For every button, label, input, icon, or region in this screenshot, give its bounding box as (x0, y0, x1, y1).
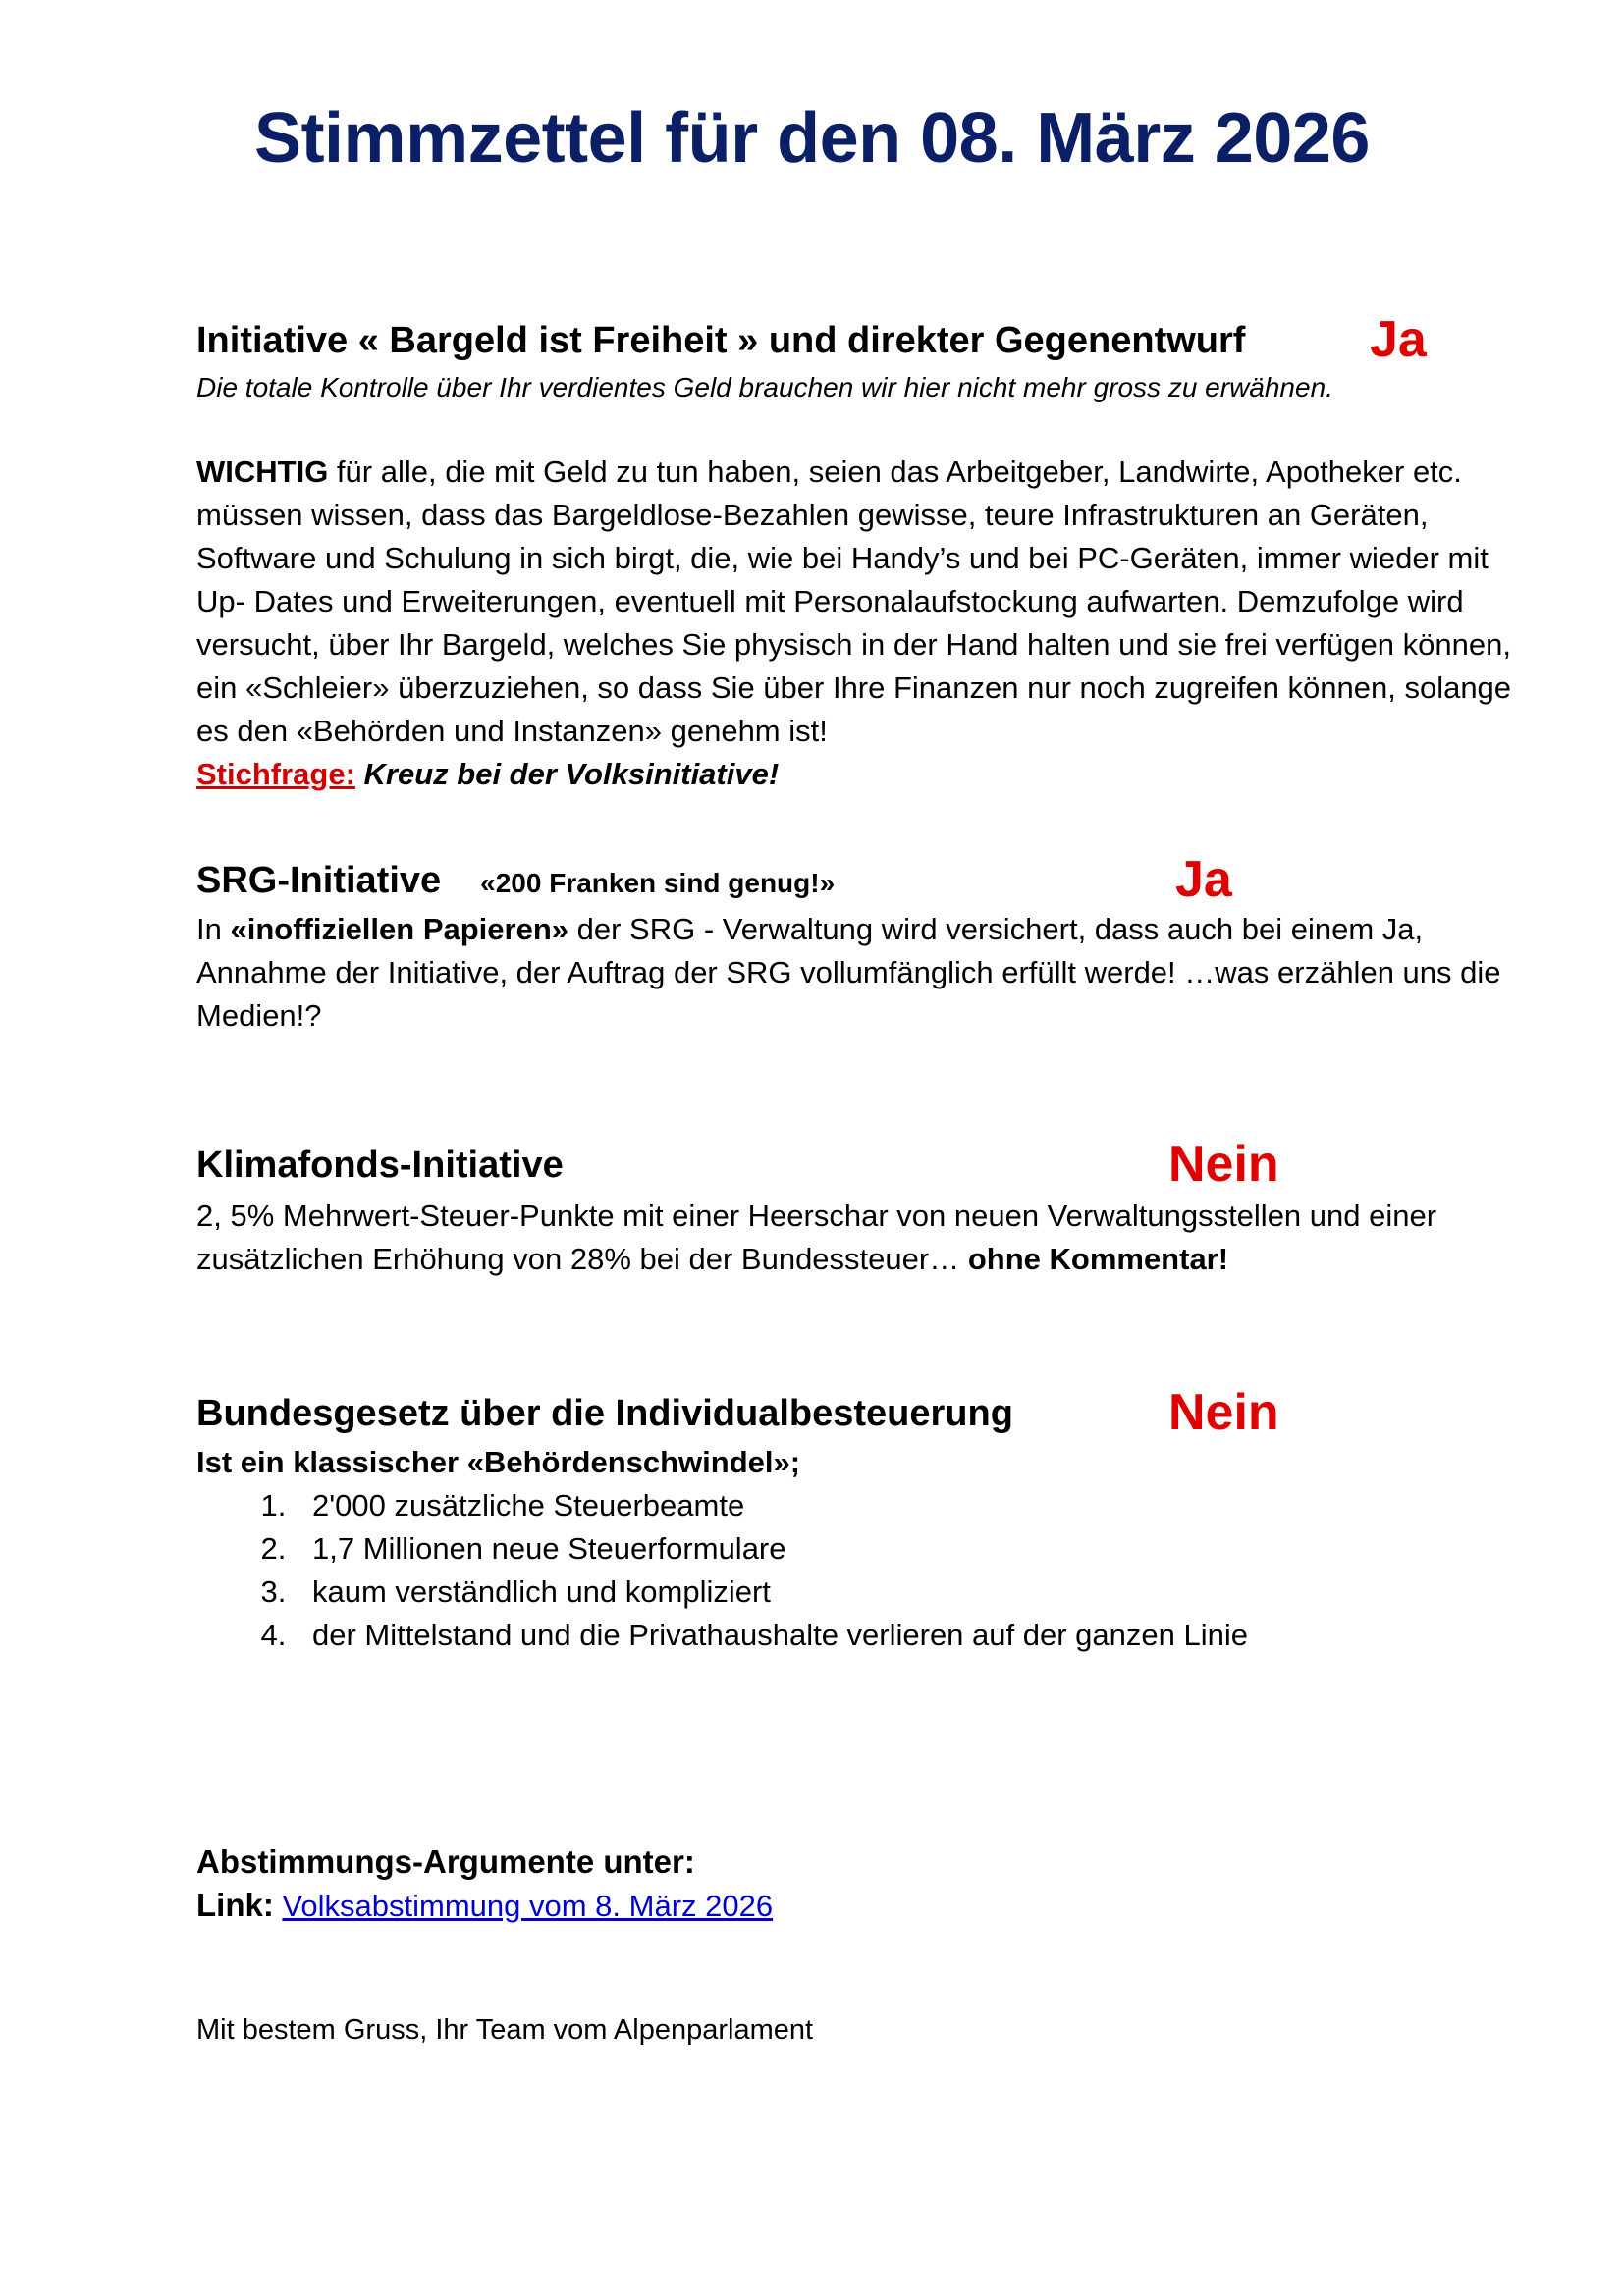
section-lead: Ist ein klassischer «Behördenschwindel»; (196, 1444, 801, 1479)
section-body (196, 1195, 1561, 1281)
list-item: 3. kaum verständlich und kompliziert (295, 1571, 1551, 1614)
vote-recommendation: Ja (1370, 311, 1427, 368)
argument-list (196, 1484, 1551, 1657)
stichfrage-text: Kreuz bei der Volksinitiative! (354, 756, 780, 791)
footer (196, 1841, 1551, 2052)
section-body (196, 451, 1542, 753)
vote-recommendation: Nein (1168, 1384, 1279, 1441)
body-prefix: In (196, 911, 231, 946)
list-item: 1. 2'000 zusätzliche Steuerbeamte (295, 1484, 1551, 1527)
link-line (196, 1884, 1551, 1928)
body-text: 2, 5% Mehrwert-Steuer-Punkte mit einer Heerschar von neuen Verwaltungsstellen und einer zusätzlichen Erhöhung von 28% bei der Bundessteuer… (196, 1198, 1437, 1276)
section-srg (196, 859, 1551, 1038)
list-item: 2. 1,7 Millionen neue Steuerformulare (295, 1527, 1551, 1571)
section-klimafonds (196, 1144, 1551, 1281)
body-bold: «inoffiziellen Papieren» (230, 911, 569, 946)
section-bargeld (196, 319, 1551, 796)
section-heading: Initiative « Bargeld ist Freiheit » und direkter Gegenentwurf (196, 320, 1246, 361)
important-label: WICHTIG (196, 454, 329, 489)
page-title: Stimmzettel für den 08. März 2026 (254, 99, 1370, 178)
section-subtitle: Die totale Kontrolle über Ihr verdientes Geld brauchen wir hier nicht mehr gross zu erwähnen. (196, 371, 1333, 402)
volksabstimmung-link[interactable]: Volksabstimmung vom 8. März 2026 (282, 1889, 774, 1923)
body-bold: ohne Kommentar! (967, 1241, 1229, 1276)
stichfrage-label: Stichfrage: (196, 756, 355, 791)
link-label: Link: (196, 1887, 274, 1923)
body-text: der SRG - Verwaltung wird versichert, dass auch bei einem Ja, Annahme der Initiative, der Auftrag der SRG vollumfänglich erfüllt werde! …was erzählen uns die Medien!? (196, 911, 1501, 1033)
arguments-label: Abstimmungs-Argumente unter: (196, 1843, 695, 1880)
vote-recommendation: Ja (1175, 851, 1232, 908)
body-text: für alle, die mit Geld zu tun haben, seien das Arbeitgeber, Landwirte, Apotheker etc. müssen wissen, dass das Bargeldlose-Bezahlen gewisse, teure Infrastrukturen an Geräten, Software und Schulung in sich birgt, die, wie bei Handy’s und bei PC-Geräten, immer wieder mit Up- Dates und Erweiterungen, eventuell mit Personalaufstockung aufwarten. Demzufolge wird versucht, über Ihr Bargeld, welches Sie physisch in der Hand halten und sie frei verfügen können, ein «Schleier» überzuziehen, so dass Sie über Ihre Finanzen nur noch zugreifen können, solange es den «Behörden und Instanzen» genehm ist! (196, 454, 1512, 748)
closing-text: Mit bestem Gruss, Ihr Team vom Alpenparlament (196, 2014, 814, 2046)
section-body (196, 908, 1512, 1038)
vote-recommendation: Nein (1168, 1136, 1279, 1193)
stichfrage (196, 753, 1551, 796)
section-heading-text: SRG-Initiative (196, 860, 442, 901)
section-subheading: «200 Franken sind genug!» (480, 868, 836, 898)
section-heading (196, 859, 1551, 904)
section-heading: Klimafonds-Initiative (196, 1145, 564, 1186)
section-heading: Bundesgesetz über die Individualbesteuerung (196, 1393, 1013, 1434)
list-item: 4. der Mittelstand und die Privathaushalte verlieren auf der ganzen Linie (295, 1614, 1551, 1657)
section-individualbesteuerung (196, 1392, 1551, 1657)
